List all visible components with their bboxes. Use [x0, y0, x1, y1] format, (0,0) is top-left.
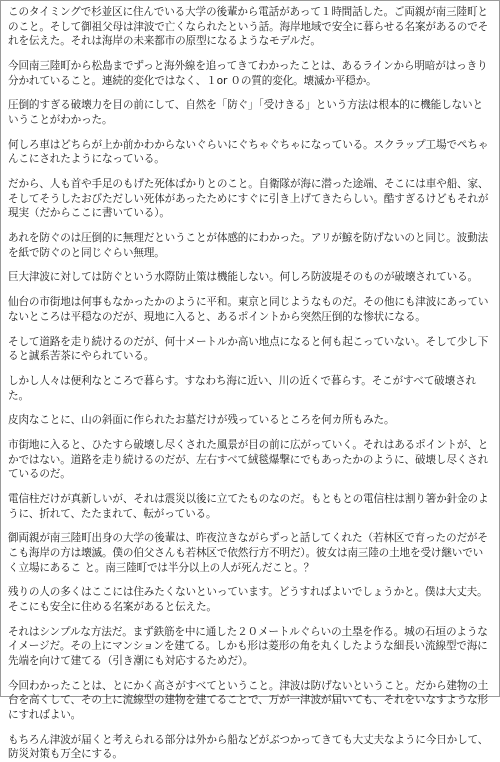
- paragraph: 残りの人の多くはここには住みたくないといっています。どうすればよいでしょうかと。僕は大丈夫。そこにも安全に住める名案があると伝えた。: [8, 586, 488, 614]
- paragraph: 電信柱だけが真新しいが、それは震災以後に立てたものなのだ。もともとの電信柱は割り箸か針金のように、折れて、たたまれて、転がっている。: [8, 493, 489, 520]
- paragraph: 仙台の市街地は何事もなかったかのように平和。東京と同じようなものだ。その他にも津波にあっていないところは平穏なのだが、現地に入ると、あるポイントから突然圧倒的な惨状になる。: [8, 296, 489, 323]
- paragraph: 皮肉なことに、山の斜面に作られたお墓だけが残っているところを何カ所もみた。: [8, 414, 395, 427]
- paragraph: もちろん津波が届くと考えられる部分は外から船などがぶつかってきても大丈夫なように今日かして、防災対策も万全にする。: [8, 733, 489, 761]
- paragraph: 今回南三陸町から松島までずっと海外線を追ってきてわかったことは、あるラインから明暗がはっきり分かれていること。連続的変化ではなく、１or ０の質的変化。壊滅か平穏か。: [8, 59, 488, 87]
- paragraph: 圧倒的すぎる破壊力を目の前にして、自然を「防ぐ」「受けきる」という方法は根本的に機能しないということがわかった。: [8, 99, 483, 126]
- paragraph: 何しろ車はどちらが上か前かわからないぐらいにぐちゃぐちゃになっている。スクラップ工場でぺちゃんこにされたようになっている。: [8, 138, 489, 166]
- paragraph: それはシンプルな方法だ。まず鉄筋を中に通した２０メートルぐらいの土塁を作る。城の石垣のようなイメージだ。その上にマンションを建てる。しかも形は菱形の角を丸くしたような細長い流線型で海に先端を向けて建てる（引き潮にも対応するためだ）。: [8, 625, 488, 667]
- paragraph: あれを防ぐのは圧倒的に無理だということが体感的にわかった。アリが鯨を防げないのと同じ。波動法を紙で防ぐのと同じぐらい無理。: [8, 232, 488, 259]
- paragraph: そして道路を走り続けるのだが、何十メートルか高い地点になると何も起こっていない。そして少し下ると誠系苦茶にやられている。: [8, 335, 489, 363]
- paragraph: このタイミングで杉並区に住んでいる大学の後輩から電話があって１時間話した。ご両親が南三陸町とのこと。そして御祖父母は津波で亡くなられたという話。海岸地域で安全に暮らせる名案があるのでそれを伝えた。それは海岸の未来都市の原型になるようなモデルだ。: [8, 6, 489, 48]
- paragraph: 巨大津波に対しては防ぐという水際防止策は機能しない。何しろ防波堤そのものが破壊されている。: [8, 271, 478, 284]
- document-body: [1, 1, 499, 762]
- paragraph: 今回わかったことは、とにかく高さがすべてということ。津波は防げないということ。だから建物の土台を高くして、その上に流線型の建物を建てることで、万が一津波が届いても、それをいなすような形にすればよい。: [8, 679, 489, 721]
- paragraph: だから、人も首や手足のもげた死体ばかりとのこと。自衛隊が海に潜った途端、そこには車や船、家、そしてそうしたおびただしい死体があったためにすぐに引き上げてきたらしい。酷すぎるけどもそれが現実（だからここに書いている）。: [8, 178, 489, 220]
- paragraph: 御両親が南三陸町出身の大学の後輩は、昨夜泣きながらずっと話してくれた（若林区で育ったのだがそこも海岸の方は壊滅。僕の伯父さんも若林区で依然行方不明だ）。彼女は南三陸の土地を受け継いでいく立場にあるこ と。南三陸町では半分以上の人が死んだこと。？: [8, 532, 488, 574]
- paragraph: しかし人々は便利なところで暮らす。すなわち海に近い、川の近くで暮らす。そこがすべて破壊された。: [8, 374, 476, 402]
- paragraph: 市街地に入ると、ひたすら破壊し尽くされた風景が目の前に広がっていく。それはあるポイントが、とかではない。道路を走り続けるのだが、左右すべて絨毯爆撃にでもあったかのように、破壊し尽くされているのだ。: [8, 439, 489, 481]
